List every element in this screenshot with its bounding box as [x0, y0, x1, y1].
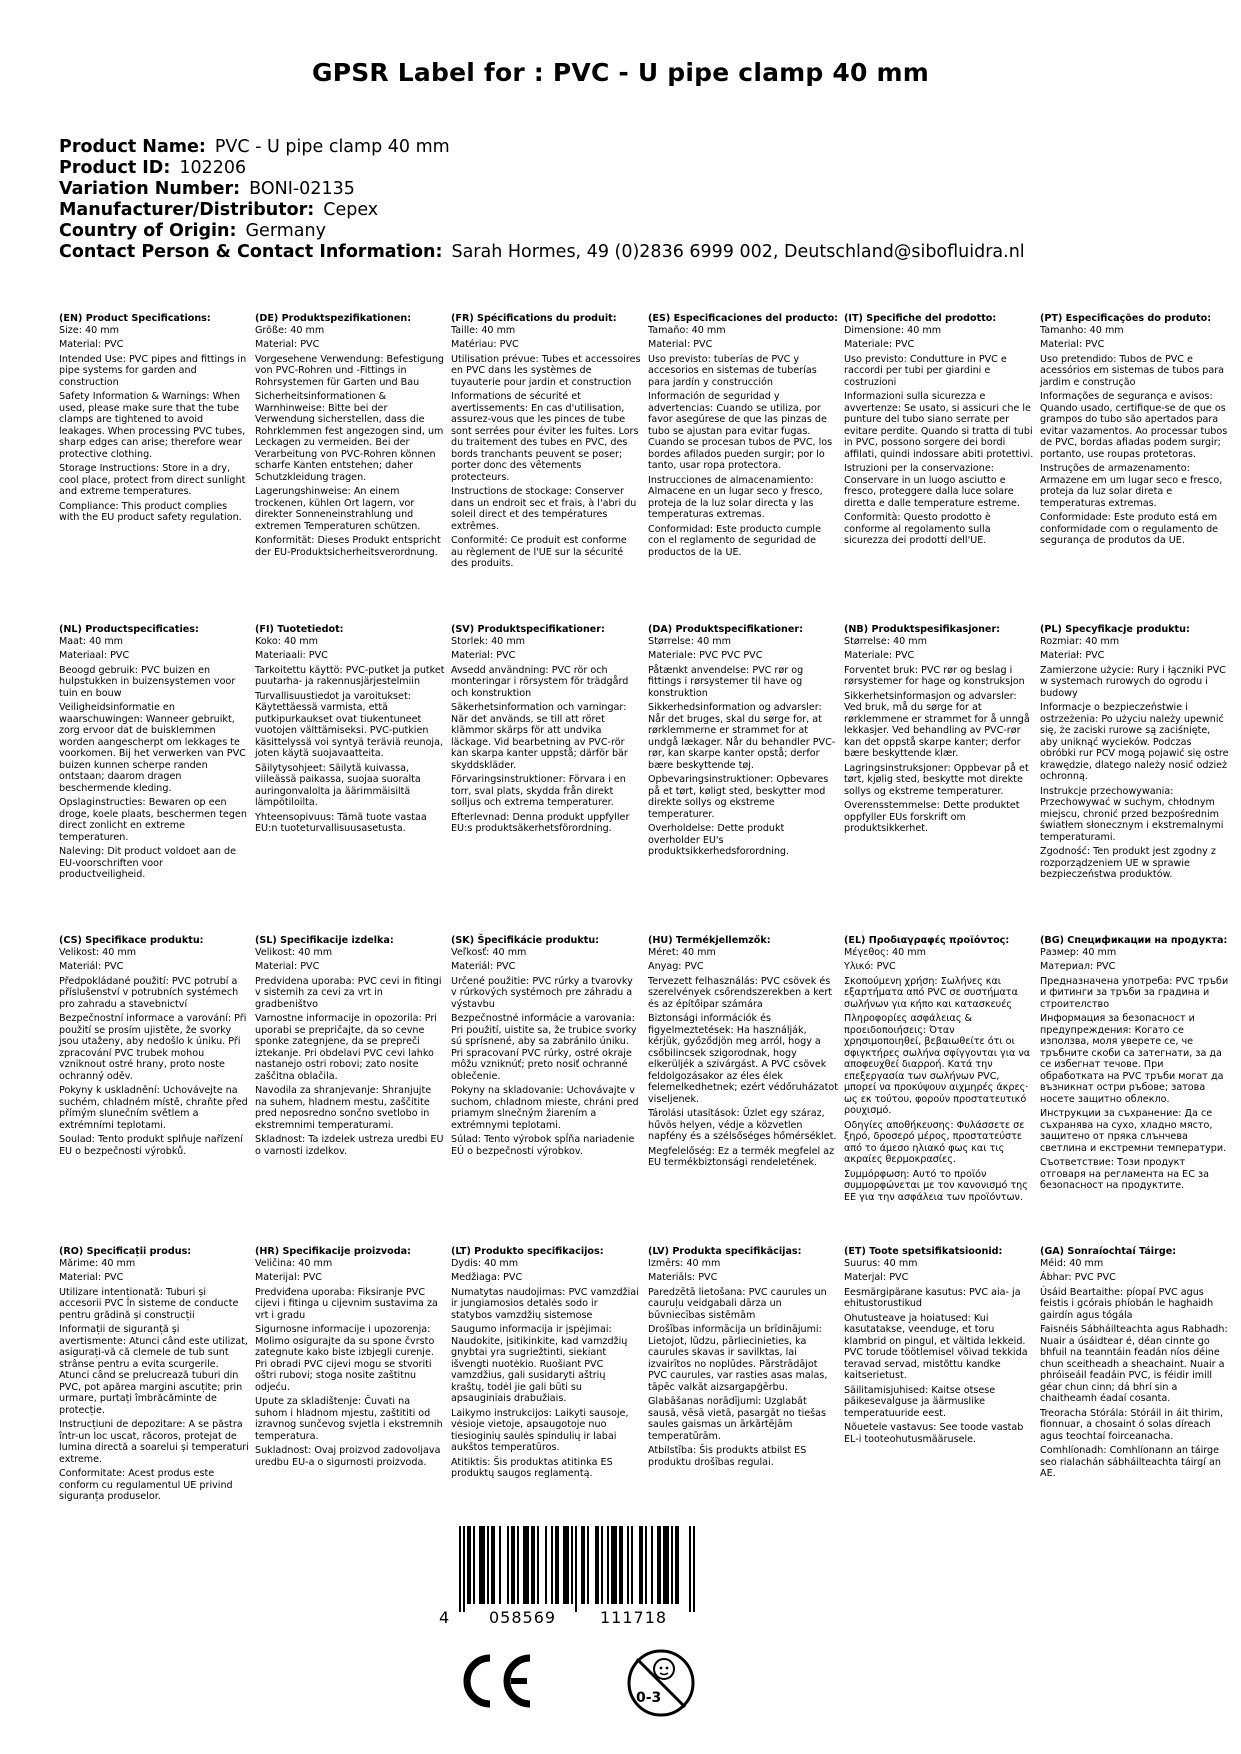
barcode-bar: [651, 1526, 653, 1604]
spec-line: Предназначена употреба: PVC тръби и фитинги за тръби за градина и строителство: [1040, 975, 1229, 1010]
spec-line: Material: PVC: [255, 339, 320, 350]
barcode-bar: [575, 1526, 577, 1612]
spec-line: Soulad: Tento produkt splňuje nařízení EU o bezpečnosti výrobků.: [59, 1134, 243, 1157]
spec-line: Информация за безопасност и предупреждения: Когато се използва, моля уверете се, че тръбните скоби са затегнати, за да се избегнат течове. При обработката на PVC тръби могат да възникнат остри ръбове; затова носете защитно облекло.: [1040, 1013, 1224, 1105]
barcode-bar: [537, 1526, 539, 1604]
spec-line: Informacje o bezpieczeństwie i ostrzeżenia: Po użyciu należy upewnić się, że zaciski rurowe są zaciśnięte, aby uniknąć wycieków. Podczas obróbki rur PCV mogą pojawić się ostre krawędzie, dlatego należy nosić odzież ochronną.: [1040, 702, 1229, 782]
spec-line: Инструкции за съхранение: Да се съхранява на сухо, хладно място, защитено от пряка слънчева светлина и екстремни температури.: [1040, 1108, 1227, 1154]
barcode-bar: [463, 1526, 465, 1612]
spec-heading: (EL) Προδιαγραφές προϊόντος:: [844, 935, 1010, 946]
spec-line: Veiligheidsinformatie en waarschuwingen: Wanneer gebruikt, zorg ervoor dat de buisklemmen worden aangescherpt om lekkages te voorkomen. Bij het verwerken van PVC buizen kunnen scherpe randen ontstaan; daarom dragen beschermende kleding.: [59, 702, 246, 794]
barcode-bar: [689, 1526, 691, 1612]
spec-block: [1040, 1246, 1230, 1483]
info-row: [59, 158, 1025, 179]
spec-line: Méid: 40 mm: [1040, 1257, 1104, 1269]
spec-heading: (ET) Toote spetsifikatsioonid:: [844, 1246, 1003, 1257]
spec-line: Säilytysohjeet: Säilytä kuivassa, viileässä paikassa, suojaa suoralta auringonvalolta ja äärimmäisiltä lämpötiloilta.: [255, 762, 421, 808]
spec-block: [451, 313, 641, 573]
barcode-bar: [607, 1526, 609, 1604]
barcode-bar: [611, 1526, 617, 1604]
spec-line: Tarkoitettu käyttö: PVC-putket ja putket puutarha- ja rakennusjärjestelmiin: [255, 664, 445, 687]
barcode-bar: [693, 1526, 695, 1612]
spec-heading: (LV) Produkta specifikācijas:: [648, 1246, 802, 1257]
spec-line: Megfelelőség: Ez a termék megfelel az EU termékbiztonsági rendeletének.: [648, 1145, 835, 1168]
barcode-bar: [587, 1526, 589, 1604]
spec-heading: (DE) Produktspezifikationen:: [255, 313, 412, 324]
spec-line: Materiál: PVC: [451, 961, 516, 972]
spec-heading: (BG) Спецификации на продукта:: [1040, 935, 1228, 946]
barcode-bar: [487, 1526, 489, 1604]
spec-block: [59, 1246, 249, 1506]
spec-line: Información de seguridad y advertencias: Cuando se utiliza, por favor asegúrese de que las pinzas de tubo se ajustan para evitar fugas. Cuando se procesan tubos de PVC, los bordes afilados pueden surgir; por lo tanto, usar ropa protectora.: [648, 391, 833, 471]
spec-line: Materiał: PVC: [1040, 650, 1105, 661]
spec-block: [59, 935, 249, 1160]
spec-line: Σκοπούμενη χρήση: Σωλήνες και εξαρτήματα από PVC σε συστήματα σωλήνων για κήπο και κατασκευές: [844, 975, 1018, 1010]
spec-line: Materiāls: PVC: [648, 1272, 718, 1283]
spec-line: Instrukcje przechowywania: Przechowywać w suchym, chłodnym miejscu, chronić przed bezpośrednim światłem słonecznym i ekstremalnymi temperaturami.: [1040, 785, 1224, 843]
spec-line: Atitiktis: Šis produktas atitinka ES produktų saugos reglamentą.: [451, 1456, 613, 1479]
spec-line: Méret: 40 mm: [648, 946, 716, 958]
spec-line: Istruzioni per la conservazione: Conservare in un luogo asciutto e fresco, proteggere dalla luce solare diretta e dalle temperature estreme.: [844, 463, 1020, 509]
barcode-bar: [511, 1526, 515, 1604]
spec-line: Compliance: This product complies with the EU product safety regulation.: [59, 500, 242, 523]
info-value: Germany: [245, 221, 326, 241]
spec-line: Conformité: Ce produit est conforme au règlement de l'UE sur la sécurité des produits.: [451, 535, 627, 569]
spec-heading: (DA) Produktspecifikationer:: [648, 624, 803, 635]
spec-line: Atbilstība: Šis produkts atbilst ES produktu drošības regulai.: [648, 1445, 807, 1468]
spec-line: Utilisation prévue: Tubes et accessoires en PVC dans les systèmes de tuyauterie pour jardin et construction: [451, 353, 641, 388]
barcode-bar: [619, 1526, 623, 1604]
spec-line: Forventet bruk: PVC rør og beslag i rørsystemer for hage og konstruksjon: [844, 664, 1025, 687]
spec-line: Størrelse: 40 mm: [844, 635, 927, 647]
spec-line: Saugumo informacija ir įspėjimai: Naudokite, įsitikinkite, kad vamzdžių gnybtai yra sugriežtinti, siekiant išvengti nuotėkio. Ruošiant PVC vamzdžius, gali susidaryti aštrių kraštų, todėl jie gali būti su apsauginiais drabužiais.: [451, 1324, 628, 1404]
spec-line: Tamanho: 40 mm: [1040, 324, 1124, 336]
barcode-bar: [671, 1526, 673, 1604]
spec-block: [59, 624, 249, 884]
spec-line: Opslaginstructies: Bewaren op een droge, koele plaats, beschermen tegen direct zonlicht en extreme temperaturen.: [59, 797, 247, 843]
barcode-digits-left: 058569: [489, 1608, 557, 1626]
barcode-bar: [531, 1526, 535, 1604]
spec-line: Tamaño: 40 mm: [648, 324, 726, 336]
spec-line: Eesmärgipärane kasutus: PVC aia- ja ehitustorustikud: [844, 1286, 1021, 1309]
spec-line: Súlad: Tento výrobok spĺňa nariadenie EÚ o bezpečnosti výrobkov.: [451, 1134, 635, 1157]
barcode-bar: [663, 1526, 669, 1604]
spec-line: Material: PVC: [648, 339, 713, 350]
spec-block: [844, 935, 1034, 1206]
ean-barcode: [437, 1526, 717, 1626]
info-row: [59, 221, 1025, 242]
spec-line: Συμμόρφωση: Αυτό το προϊόν συμμορφώνεται με τον κανονισμό της ΕΕ για την ασφάλεια των προϊόντων.: [844, 1168, 1028, 1203]
spec-line: Izmērs: 40 mm: [648, 1257, 721, 1269]
spec-line: Upute za skladištenje: Čuvati na suhom i hladnom mjestu, zaštititi od izravnog sunčevog svjetla i ekstremnih temperatura.: [255, 1396, 443, 1442]
barcode-bar: [473, 1526, 475, 1604]
spec-line: Drošības informācija un brīdinājumi: Lietojot, lūdzu, pārliecinieties, ka caurules skavas ir savilktas, lai izvairītos no noplūdes. Pārstrādājot PVC caurules, var rasties asas malas, tāpēc valkāt aizsargapģērbu.: [648, 1324, 828, 1393]
spec-block: [648, 935, 838, 1172]
spec-heading: (NB) Produktspesifikasjoner:: [844, 624, 1001, 635]
spec-line: Instruções de armazenamento: Armazene em um lugar seco e fresco, proteja da luz solar direta e temperaturas extremas.: [1040, 463, 1223, 509]
spec-line: Lagerungshinweise: An einem trockenen, kühlen Ort lagern, vor direkter Sonneneinstrahlung und extremen Temperaturen schützen.: [255, 486, 421, 532]
spec-line: Съответствие: Този продукт отговаря на регламента на ЕС за безопасност на продуктите.: [1040, 1157, 1209, 1191]
barcode-bar: [517, 1526, 519, 1604]
spec-block: [844, 313, 1034, 550]
spec-line: Lagringsinstruksjoner: Oppbevar på et tørt, kjølig sted, beskytte mot direkte sollys og ekstreme temperaturer.: [844, 762, 1029, 797]
info-label: Variation Number:: [59, 179, 241, 199]
spec-line: Comhlíonadh: Comhlíonann an táirge seo rialachán sábháilteachta táirgí an AE.: [1040, 1445, 1221, 1479]
spec-block: [255, 313, 445, 561]
info-value: Cepex: [323, 200, 379, 220]
spec-block: [1040, 624, 1230, 884]
barcode-bar: [601, 1526, 603, 1604]
spec-line: Οδηγίες αποθήκευσης: Φυλάσσετε σε ξηρό, δροσερό μέρος, προστατεύστε από το άμεσο ηλιακό φως και τις ακραίες θερμοκρασίες.: [844, 1119, 1025, 1165]
barcode-bar: [551, 1526, 553, 1604]
spec-heading: (SV) Produktspecifikationer:: [451, 624, 605, 635]
spec-line: Veľkosť: 40 mm: [451, 946, 527, 958]
not-suitable-under-3-icon: [625, 1647, 697, 1719]
spec-line: Размер: 40 mm: [1040, 946, 1117, 958]
spec-line: Sikkerhedsinformation og advarsler: Når det bruges, skal du sørge for, at rørklemmerne er strammet for at undgå lækager. Når du behandler PVC-rør, kan skarpe kanter opstå; derfor bære beskyttende tøj.: [648, 702, 836, 771]
barcode-bar: [639, 1526, 643, 1604]
spec-line: Velikost: 40 mm: [59, 946, 137, 958]
spec-line: Konformität: Dieses Produkt entspricht der EU-Produktsicherheitsverordnung.: [255, 535, 441, 558]
spec-line: Uso pretendido: Tubos de PVC e acessórios em sistemas de tubos para jardim e construção: [1040, 353, 1225, 388]
spec-line: Nõuetele vastavus: See toode vastab EL-i tooteohutusmäärusele.: [844, 1422, 1024, 1445]
spec-block: [648, 313, 838, 561]
spec-line: Yhteensopivuus: Tämä tuote vastaa EU:n tuoteturvallisuusasetusta.: [255, 811, 427, 834]
spec-line: Materijal: PVC: [255, 1272, 322, 1283]
info-label: Manufacturer/Distributor:: [59, 200, 315, 220]
spec-line: Anyag: PVC: [648, 961, 704, 972]
spec-line: Uso previsto: Condutture in PVC e raccordi per tubi per giardini e costruzioni: [844, 353, 1007, 388]
spec-line: Opbevaringsinstruktioner: Opbevares på et tørt, køligt sted, beskytter mod direkte sollys og ekstreme temperaturer.: [648, 774, 829, 820]
spec-line: Koko: 40 mm: [255, 635, 318, 647]
spec-line: Utilizare intenționată: Tuburi și accesorii PVC în sisteme de conducte pentru grădină și construcții: [59, 1286, 239, 1321]
spec-line: Navodila za shranjevanje: Shranjujte na suhem, hladnem mestu, zaščitite pred neposredno sončno svetlobo in ekstremnimi temperaturami.: [255, 1085, 432, 1131]
info-row: [59, 200, 1025, 221]
spec-line: Predvidena uporaba: PVC cevi in fitingi v sistemih za cevi za vrt in gradbeništvo: [255, 975, 442, 1010]
barcode-bar: [657, 1526, 661, 1604]
spec-line: Material: PVC: [59, 1272, 124, 1283]
spec-line: Sukladnost: Ovaj proizvod zadovoljava uredbu EU-a o sigurnosti proizvoda.: [255, 1445, 441, 1468]
spec-heading: (GA) Sonraíochtaí Táirge:: [1040, 1246, 1177, 1257]
info-value: PVC - U pipe clamp 40 mm: [214, 137, 450, 157]
spec-line: Tervezett felhasználás: PVC csövek és szerelvények csőrendszerekben a kert és az építőipar számára: [648, 975, 833, 1010]
spec-line: Materiaal: PVC: [59, 650, 130, 661]
barcode-bar: [523, 1526, 529, 1604]
spec-line: Sigurnosne informacije i upozorenja: Molimo osigurajte da su spone čvrsto zategnute kako biste izbjegli curenje. Pri obradi PVC cijevi mogu se stvoriti oštri rubovi; stoga nosite zaštitnu odjeću.: [255, 1324, 435, 1393]
spec-line: Ábhar: PVC PVC: [1040, 1272, 1116, 1283]
barcode-bar: [675, 1526, 679, 1604]
barcode-bars: [459, 1526, 695, 1612]
spec-line: Informații de siguranță și avertismente: Atunci când este utilizat, asigurați-vă că clemele de tub sunt strânse pentru a evita scurgerile. Atunci când se prelucrează tuburi din PVC, pot apărea margini ascuțite; prin urmare, purtați îmbrăcăminte de protecție.: [59, 1324, 248, 1416]
spec-heading: (SK) Špecifikácie produktu:: [451, 935, 600, 946]
spec-line: Materiaali: PVC: [255, 650, 328, 661]
spec-line: Určené použitie: PVC rúrky a tvarovky v rúrkových systémoch pre záhradu a výstavbu: [451, 975, 633, 1010]
spec-line: Vorgesehene Verwendung: Befestigung von PVC-Rohren und -Fittings in Rohrsystemen für Garten und Bau: [255, 353, 445, 388]
spec-heading: (FR) Spécifications du produit:: [451, 313, 617, 324]
barcode-bar: [479, 1526, 485, 1604]
spec-line: Sikkerhetsinformasjon og advarsler: Ved bruk, må du sørge for at rørklemmene er strammet for å unngå lekkasjer. Ved behandling av PVC-rør kan det oppstå skarpe kanter; derfor bære beskyttende klær.: [844, 690, 1030, 759]
barcode-bar: [545, 1526, 547, 1604]
spec-line: Bezpečnostné informácie a varovania: Pri použití, uistite sa, že trubice svorky sú sprísnené, aby sa zabránilo úniku. Pri spracovaní PVC rúrky, ostré okraje môžu vzniknúť; preto nosiť ochranné oblečenie.: [451, 1013, 637, 1082]
spec-line: Förvaringsinstruktioner: Förvara i en torr, sval plats, skydda från direkt solljus och extrema temperaturer.: [451, 774, 626, 808]
spec-heading: (HR) Specifikacije proizvoda:: [255, 1246, 411, 1257]
spec-line: Pokyny na skladovanie: Uchovávajte v suchom, chladnom mieste, chráni pred priamym slnečným žiarením a extrémnymi teplotami.: [451, 1085, 639, 1131]
spec-line: Informations de sécurité et avertissements: En cas d'utilisation, assurez-vous que les pinces de tube sont serrées pour éviter les fuites. Lors du traitement des tubes en PVC, des bords tranchants peuvent se poser; porter donc des vêtements protecteurs.: [451, 391, 639, 483]
spec-line: Suurus: 40 mm: [844, 1257, 918, 1269]
spec-line: Material: PVC: [255, 961, 320, 972]
spec-line: Úsáid Beartaithe: píopaí PVC agus feistis i gcórais phíobán le haghaidh gairdín agus tógála: [1040, 1286, 1214, 1321]
spec-line: Informações de segurança e avisos: Quando usado, certifique-se de que os grampos do tubo são apertados para evitar vazamentos. Ao processar tubos de PVC, bordas afiadas podem surgir; portanto, use roupas protetoras.: [1040, 391, 1228, 460]
spec-block: [451, 624, 641, 838]
spec-block: [648, 1246, 838, 1471]
info-value: BONI-02135: [249, 179, 355, 199]
info-label: Product ID:: [59, 158, 171, 178]
barcode-bar: [499, 1526, 501, 1604]
barcode-bar: [581, 1526, 585, 1604]
spec-line: Dydis: 40 mm: [451, 1257, 519, 1269]
spec-block: [255, 935, 445, 1160]
spec-line: Faisnéis Sábháilteachta agus Rabhadh: Nuair a úsáidtear é, déan cinnte go bhfuil na teanntáin feadán níos déine chun sceitheadh a sheachaint. Nuair a phróiseáil feadáin PVC, is féidir imill géar chun cinn; dá bhrí sin a chaitheamh éadaí cosanta.: [1040, 1324, 1228, 1404]
barcode-bar: [467, 1526, 471, 1604]
barcode-bar: [595, 1526, 599, 1604]
spec-line: Материал: PVC: [1040, 961, 1116, 972]
spec-line: Conformità: Questo prodotto è conforme al regolamento sulla sicurezza dei prodotti dell'UE.: [844, 512, 991, 546]
spec-line: Rozmiar: 40 mm: [1040, 635, 1120, 647]
spec-line: Dimensione: 40 mm: [844, 324, 942, 336]
spec-heading: (SL) Specifikacije izdelka:: [255, 935, 394, 946]
spec-block: [648, 624, 838, 861]
barcode-bar: [645, 1526, 647, 1604]
spec-line: Laikymo instrukcijos: Laikyti sausoje, vėsioje vietoje, apsaugotoje nuo tiesioginių saulės spindulių ir labai aukštos temperatūros.: [451, 1407, 629, 1453]
spec-line: Avsedd användning: PVC rör och monteringar i rörsystem för trädgård och konstruktion: [451, 664, 629, 699]
spec-heading: (CS) Specifikace produktu:: [59, 935, 204, 946]
info-value: Sarah Hormes, 49 (0)2836 6999 002, Deutschland@sibofluidra.nl: [451, 242, 1025, 262]
spec-line: Material: PVC: [1040, 339, 1105, 350]
ce-mark-icon: [455, 1652, 535, 1710]
spec-line: Paredzētā lietošana: PVC caurules un cauruļu veidgabali dārza un būvniecības sistēmām: [648, 1286, 827, 1321]
spec-line: Materiale: PVC: [844, 339, 915, 350]
spec-line: Size: 40 mm: [59, 324, 119, 336]
info-label: Country of Origin:: [59, 221, 237, 241]
spec-line: Tárolási utasítások: Üzlet egy száraz, hűvös helyen, védje a közvetlen napfény és a szélsőséges hőmérséklet.: [648, 1108, 837, 1142]
page-title: GPSR Label for : PVC - U pipe clamp 40 mm: [311, 58, 930, 87]
spec-line: Předpokládané použití: PVC potrubí a příslušenství v potrubních systémech pro zahradu a stavebnictví: [59, 975, 239, 1010]
spec-line: Säilitamisjuhised: Kaitse otsese päikesevalguse ja äärmuslike temperatuuride eest.: [844, 1384, 996, 1419]
spec-line: Beoogd gebruik: PVC buizen en hulpstukken in buizensystemen voor tuin en bouw: [59, 664, 236, 699]
info-value: 102206: [179, 158, 247, 178]
spec-line: Πληροφορίες ασφάλειας & προειδοποιήσεις: Όταν χρησιμοποιηθεί, βεβαιωθείτε ότι οι σφιγκτήρες σωλήνα σφίγγονται για να αποφευχθεί διαρροή. Κατά την επεξεργασία των σωλήνων PVC, μπορεί να προκύψουν αιχμηρές άκρες· ως εκ τούτου, φορούν προστατευτικό ρουχισμό.: [844, 1013, 1031, 1116]
spec-line: Safety Information & Warnings: When used, please make sure that the tube clamps are tightened to avoid leakages. When processing PVC tubes, sharp edges can arise; therefore wear protective clothing.: [59, 391, 246, 460]
info-row: [59, 179, 1025, 200]
barcode-bar: [491, 1526, 495, 1604]
spec-line: Materiale: PVC PVC PVC: [648, 650, 763, 661]
spec-heading: (ES) Especificaciones del producto:: [648, 313, 839, 324]
spec-line: Pokyny k uskladnění: Uchovávejte na suchém, chladném místě, chraňte před přímým slunečním světlem a extrémními teplotami.: [59, 1085, 248, 1131]
spec-line: Predviđena uporaba: Fiksiranje PVC cijevi i fitinga u cijevnim sustavima za vrt i gradu: [255, 1286, 438, 1321]
age-warning-text: 0-3: [636, 1690, 662, 1706]
spec-line: Varnostne informacije in opozorila: Pri uporabi se prepričajte, da so cevne sponke zategnjene, da se prepreči iztekanje. Pri obdelavi PVC cevi lahko nastanejo ostri robovi; zato nosite zaščitna oblačila.: [255, 1013, 437, 1082]
spec-line: Naleving: Dit product voldoet aan de EU-voorschriften voor productveiligheid.: [59, 846, 236, 880]
spec-line: Säkerhetsinformation och varningar: När det används, se till att röret klämmor skärps för att undvika läckage. Vid bearbetning av PVC-rör kan skarpa kanter uppstå; därför bär skyddskläder.: [451, 702, 628, 771]
barcode-bar: [627, 1526, 629, 1604]
spec-line: Instrucciones de almacenamiento: Almacene en un lugar seco y fresco, proteja de la luz solar directa y las temperaturas extremas.: [648, 474, 823, 520]
spec-line: Bezpečnostní informace a varování: Při použití se prosím ujistěte, že svorky jsou utaženy, aby nedošlo k úniku. Při zpracování PVC trubek mohou vzniknout ostré hrany, proto noste ochranný oděv.: [59, 1013, 247, 1082]
product-info: [59, 137, 1025, 263]
spec-heading: (HU) Termékjellemzők:: [648, 935, 771, 946]
spec-block: [1040, 313, 1230, 550]
spec-line: Glabāšanas norādījumi: Uzglabāt sausā, vēsā vietā, pasargāt no tiešas saules gaismas un ārkārtējām temperatūrām.: [648, 1396, 827, 1442]
spec-block: [844, 624, 1034, 838]
spec-block: [255, 624, 445, 838]
spec-line: Informazioni sulla sicurezza e avvertenze: Se usato, si assicuri che le punture del tubo siano serrate per evitare perdite. Quando si tratta di tubi in PVC, possono sorgere dei bordi affilati, quindi indossare abiti protettivi.: [844, 391, 1034, 460]
ce-mark-text: CE: [455, 1652, 457, 1653]
spec-line: Intended Use: PVC pipes and fittings in pipe systems for garden and construction: [59, 353, 247, 388]
spec-heading: (NL) Productspecificaties:: [59, 624, 199, 635]
spec-heading: (RO) Specificații produs:: [59, 1246, 192, 1257]
barcode-bar: [555, 1526, 559, 1604]
info-label: Contact Person & Contact Information:: [59, 242, 443, 262]
spec-line: Conformidade: Este produto está em conformidade com o regulamento de segurança de produtos da UE.: [1040, 512, 1219, 546]
spec-line: Storlek: 40 mm: [451, 635, 526, 647]
spec-line: Skladnost: Ta izdelek ustreza uredbi EU o varnosti izdelkov.: [255, 1134, 444, 1157]
spec-line: Sicherheitsinformationen & Warnhinweise: Bitte bei der Verwendung sicherstellen, dass die Rohrklemmen fest angezogen sind, um Leckagen zu vermeiden. Bei der Verarbeitung von PVC-Rohren können scharfe Kanten entstehen; daher Schutzkleidung tragen.: [255, 391, 444, 483]
spec-line: Mărime: 40 mm: [59, 1257, 136, 1269]
spec-line: Overensstemmelse: Dette produktet oppfyller EUs forskrift om produktsikkerhet.: [844, 800, 1020, 834]
spec-line: Μέγεθος: 40 mm: [844, 946, 926, 958]
spec-line: Materjal: PVC: [844, 1272, 909, 1283]
spec-block: [451, 1246, 641, 1483]
spec-line: Conformitate: Acest produs este conform cu regulamentul UE privind siguranța produselor.: [59, 1468, 233, 1502]
info-row: [59, 137, 1025, 158]
spec-heading: (PL) Specyfikacje produktu:: [1040, 624, 1190, 635]
spec-line: Materiál: PVC: [59, 961, 124, 972]
info-label: Product Name:: [59, 137, 206, 157]
spec-line: Veličina: 40 mm: [255, 1257, 333, 1269]
spec-line: Zamierzone użycie: Rury i łączniki PVC w systemach rurowych do ogrodu i budowy: [1040, 664, 1226, 699]
spec-line: Materiale: PVC: [844, 650, 915, 661]
spec-heading: (IT) Specifiche del prodotto:: [844, 313, 997, 324]
spec-heading: (PT) Especificações do produto:: [1040, 313, 1212, 324]
barcode-digits-right: 111718: [600, 1608, 668, 1626]
spec-line: Matériau: PVC: [451, 339, 519, 350]
spec-block: [844, 1246, 1034, 1448]
spec-line: Material: PVC: [451, 650, 516, 661]
spec-block: [59, 313, 249, 527]
spec-line: Velikost: 40 mm: [255, 946, 333, 958]
barcode-digit-lead: 4: [439, 1608, 450, 1626]
info-row: [59, 242, 1025, 263]
spec-line: Taille: 40 mm: [451, 324, 516, 336]
spec-block: [255, 1246, 445, 1471]
spec-line: Overholdelse: Dette produkt overholder EU's produktsikkerhedsforordning.: [648, 823, 790, 857]
spec-block: [1040, 935, 1230, 1195]
barcode-bar: [507, 1526, 509, 1604]
spec-line: Efterlevnad: Denna produkt uppfyller EU:s produktsäkerhetsförordning.: [451, 811, 630, 834]
spec-line: Uso previsto: tuberías de PVC y accesorios en sistemas de tuberías para jardín y construcción: [648, 353, 817, 388]
spec-line: Instructions de stockage: Conserver dans un endroit sec et frais, à l'abri du soleil direct et des températures extrêmes.: [451, 486, 637, 532]
spec-heading: (LT) Produkto specifikacijos:: [451, 1246, 604, 1257]
spec-line: Numatytas naudojimas: PVC vamzdžiai ir jungiamosios detalės sodo ir statybos vamzdžių sistemose: [451, 1286, 639, 1321]
spec-line: Påtænkt anvendelse: PVC rør og fittings i rørsystemer til have og konstruktion: [648, 664, 804, 699]
spec-line: Material: PVC: [59, 339, 124, 350]
barcode-bar: [631, 1526, 633, 1604]
spec-block: [451, 935, 641, 1160]
spec-line: Medžiaga: PVC: [451, 1272, 523, 1283]
barcode-bar: [459, 1526, 461, 1612]
spec-line: Instrucțiuni de depozitare: A se păstra într-un loc uscat, răcoros, protejat de lumina directă a soarelui și temperaturi extreme.: [59, 1419, 249, 1465]
spec-line: Treoracha Stórála: Stóráil in áit thirim, fionnuar, a chosaint ó solas díreach agus teochtaí foirceanacha.: [1040, 1407, 1224, 1442]
spec-line: Zgodność: Ten produkt jest zgodny z rozporządzeniem UE w sprawie bezpieczeństwa produktów.: [1040, 846, 1216, 880]
spec-line: Størrelse: 40 mm: [648, 635, 731, 647]
spec-line: Größe: 40 mm: [255, 324, 325, 336]
spec-line: Conformidad: Este producto cumple con el reglamento de seguridad de productos de la UE.: [648, 523, 821, 558]
spec-line: Ohutusteave ja hoiatused: Kui kasutatakse, veenduge, et toru klambrid on pingul, et vältida lekkeid. PVC torude töötlemisel võivad tekkida teravad servad, mistõttu kandke kaitserietust.: [844, 1312, 1028, 1381]
barcode-bar: [571, 1526, 573, 1604]
spec-line: Biztonsági információk és figyelmeztetések: Ha használják, kérjük, győződjön meg arról, hogy a csőbilincsek szigorodnak, hogy elkerüljék a szivárgást. A PVC csövek feldolgozásakor az éles élek felemelkedhetnek; ezért védőruházatot viseljenek.: [648, 1013, 838, 1105]
spec-line: Storage Instructions: Store in a dry, cool place, protect from direct sunlight and extreme temperatures.: [59, 463, 246, 497]
spec-heading: (FI) Tuotetiedot:: [255, 624, 344, 635]
spec-line: Υλικό: PVC: [844, 961, 896, 972]
spec-line: Turvallisuustiedot ja varoitukset: Käytettäessä varmista, että putkipurkaukset ovat tiukentuneet vuotojen välttämiseksi. PVC-putkien käsittelyssä voi syntyä teräviä reunoja, joten käytä suojavaatteita.: [255, 690, 444, 759]
spec-line: Maat: 40 mm: [59, 635, 124, 647]
barcode-bar: [563, 1526, 569, 1604]
spec-heading: (EN) Product Specifications:: [59, 313, 211, 324]
